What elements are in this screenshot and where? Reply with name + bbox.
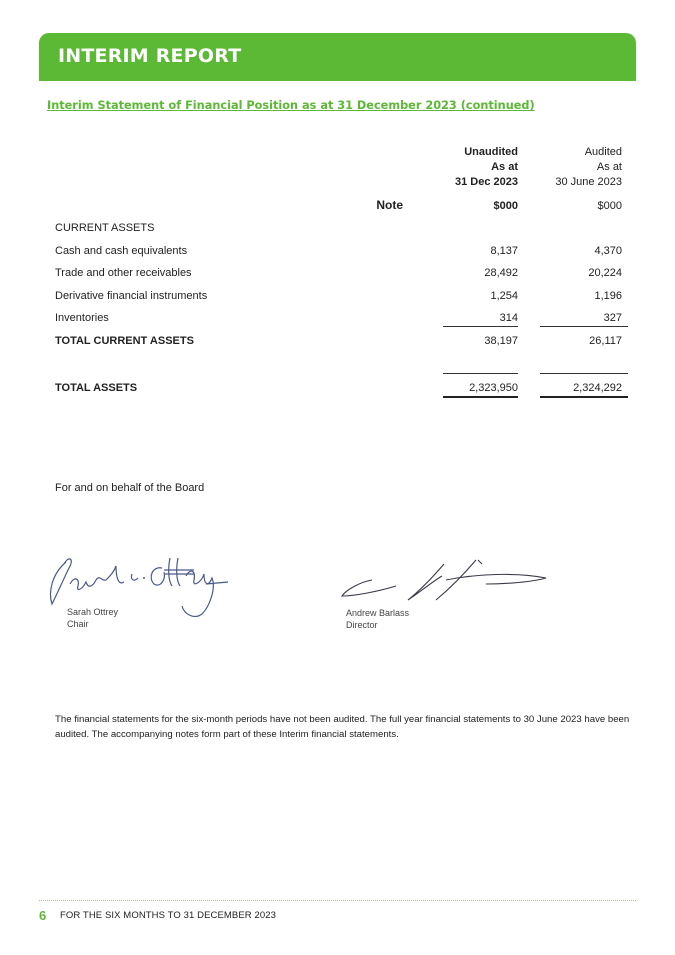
col1-header xyxy=(430,145,518,190)
row-value-col1: 8,137 xyxy=(490,245,518,257)
signature-andrew-barlass xyxy=(336,556,551,606)
signatory-1-role: Chair xyxy=(67,619,89,629)
footer-divider xyxy=(39,900,636,901)
report-title: INTERIM REPORT xyxy=(58,45,242,67)
col2-header-line2: As at xyxy=(596,161,622,173)
section-heading: CURRENT ASSETS xyxy=(55,222,155,234)
total-rule-top-col1 xyxy=(443,373,518,374)
col2-header xyxy=(540,145,622,190)
total-rule-top-col2 xyxy=(540,373,628,374)
signatory-1-name: Sarah Ottrey xyxy=(67,607,119,617)
total-assets-label: TOTAL ASSETS xyxy=(55,382,138,394)
total-assets-col1: 2,323,950 xyxy=(469,382,518,394)
total-rule-bottom-col1 xyxy=(443,396,518,398)
statement-title: Interim Statement of Financial Position as at 31 December 2023 (continued) xyxy=(47,99,535,112)
row-label: Cash and cash equivalents xyxy=(55,245,188,257)
header-banner xyxy=(39,33,636,81)
signatory-2-role: Director xyxy=(346,620,378,630)
total-assets-col2: 2,324,292 xyxy=(573,382,622,394)
col1-header-line2: As at xyxy=(491,161,518,173)
subtotal-rule-col2 xyxy=(540,326,628,327)
page-number: 6 xyxy=(39,908,47,923)
footnote: The financial statements for the six-month periods have not been audited. The full year financial statements to 30 June 2023 have been audited. The accompanying notes form part of these Interim financial statements. xyxy=(55,714,630,740)
note-column-label: Note xyxy=(376,198,403,212)
row-label: Derivative financial instruments xyxy=(55,290,208,302)
col2-header-line3: 30 June 2023 xyxy=(555,176,622,188)
total-current-assets-col1: 38,197 xyxy=(484,335,518,347)
board-statement: For and on behalf of the Board xyxy=(55,482,205,494)
row-value-col1: 1,254 xyxy=(490,290,518,302)
subtotal-rule-col1 xyxy=(443,326,518,327)
row-value-col2: 20,224 xyxy=(588,267,622,279)
signatory-2-name: Andrew Barlass xyxy=(346,608,410,618)
row-label: Inventories xyxy=(55,312,109,324)
col1-header-line1: Unaudited xyxy=(464,146,518,158)
footer-text: FOR THE SIX MONTHS TO 31 DECEMBER 2023 xyxy=(60,910,277,921)
col2-header-line1: Audited xyxy=(584,146,622,158)
col2-unit: $000 xyxy=(597,200,622,212)
total-current-assets-col2: 26,117 xyxy=(589,335,622,347)
row-value-col2: 327 xyxy=(603,312,622,324)
total-rule-bottom-col2 xyxy=(540,396,628,398)
row-label: Trade and other receivables xyxy=(55,267,192,279)
signatory-2 xyxy=(346,607,409,631)
signatory-1 xyxy=(67,606,118,630)
total-current-assets-label: TOTAL CURRENT ASSETS xyxy=(55,335,194,347)
row-value-col2: 1,196 xyxy=(594,290,622,302)
col1-header-line3: 31 Dec 2023 xyxy=(455,176,518,188)
row-value-col2: 4,370 xyxy=(594,245,622,257)
row-value-col1: 314 xyxy=(499,312,518,324)
row-value-col1: 28,492 xyxy=(484,267,518,279)
col1-unit: $000 xyxy=(493,200,518,212)
